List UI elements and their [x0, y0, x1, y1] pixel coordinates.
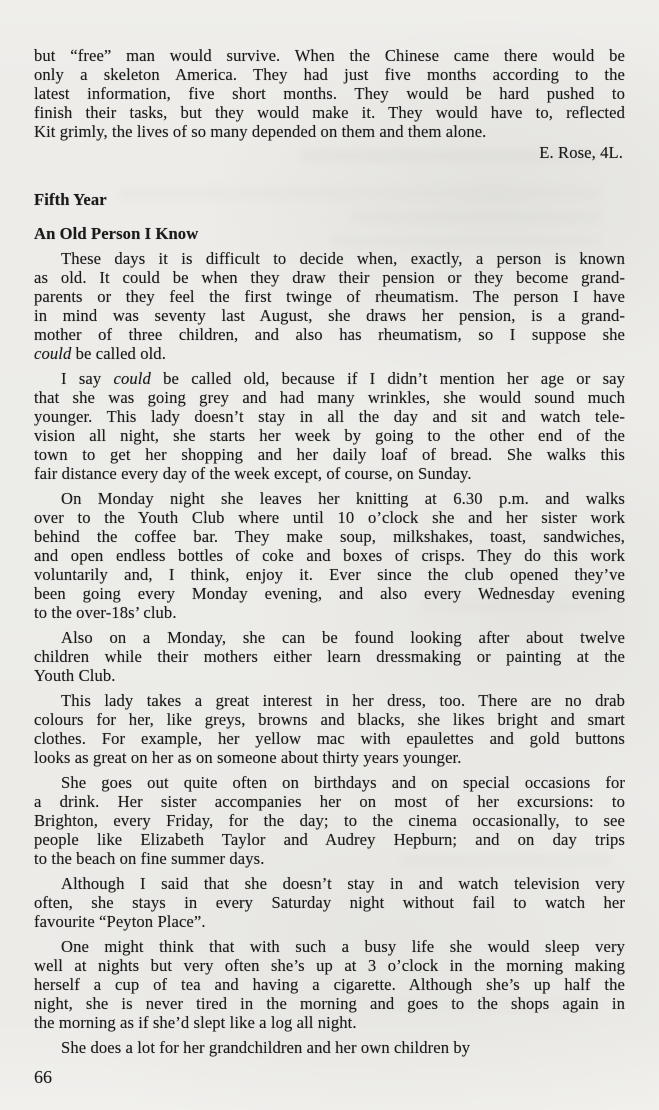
text-line: the morning as if she’d slept like a log all night. — [34, 1013, 357, 1032]
text-line: finish their tasks, but they would make it. They would have to, reflected — [34, 103, 625, 122]
text-line: These days it is difficult to decide when, exactly, a person is known — [61, 249, 625, 268]
paragraph — [34, 691, 625, 767]
paragraph — [34, 369, 625, 483]
text-line: This lady takes a great interest in her dress, too. There are no drab — [61, 691, 625, 710]
text-line: behind the coffee bar. They make soup, milkshakes, toast, sandwiches, — [34, 527, 625, 546]
text-line: to the over-18s’ club. — [34, 603, 177, 622]
essay-title-heading: An Old Person I Know — [34, 224, 199, 243]
text-line: clothes. For example, her yellow mac with epaulettes and gold buttons — [34, 729, 625, 748]
page-number: 66 — [34, 1067, 52, 1087]
text-line: as old. It could be when they draw their pension or they become grand- — [34, 268, 625, 287]
year-section-heading: Fifth Year — [34, 190, 107, 209]
author-attribution: E. Rose, 4L. — [539, 143, 623, 162]
text-line: only a skeleton America. They had just five months according to the — [34, 65, 625, 84]
text-line: younger. This lady doesn’t stay in all the day and sit and watch tele- — [34, 407, 625, 426]
paragraph — [34, 1038, 625, 1057]
text-line: and open endless bottles of coke and boxes of crisps. They do this work — [34, 546, 625, 565]
text-line: latest information, five short months. They would be hard pushed to — [34, 84, 625, 103]
text-line: Youth Club. — [34, 666, 116, 685]
text-line: Kit grimly, the lives of so many depended on them and them alone. — [34, 122, 487, 141]
text-line: a drink. Her sister accompanies her on most of her excursions: to — [34, 792, 625, 811]
paragraph — [34, 937, 625, 1032]
text-line: Brighton, every Friday, for the day; to the cinema occasionally, to see — [34, 811, 625, 830]
paragraph — [34, 249, 625, 363]
text-line: parents or they feel the first twinge of rheumatism. The person I have — [34, 287, 625, 306]
text-line: town to get her shopping and her daily loaf of bread. She walks this — [34, 445, 625, 464]
text-line: favourite “Peyton Place”. — [34, 912, 206, 931]
text-line: mother of three children, and also has rheumatism, so I suppose she — [34, 325, 625, 344]
paragraph — [34, 874, 625, 931]
text-line: One might think that with such a busy life she would sleep very — [61, 937, 625, 956]
text-line: She goes out quite often on birthdays and on special occasions for — [61, 773, 625, 792]
text-line: often, she stays in every Saturday night without fail to watch her — [34, 893, 625, 912]
text-line: that she was going grey and had many wrinkles, she would sound much — [34, 388, 625, 407]
text-line: children while their mothers either learn dressmaking or painting at the — [34, 647, 625, 666]
text-line: Although I said that she doesn’t stay in and watch television very — [61, 874, 625, 893]
paragraph — [34, 628, 625, 685]
text-line: fair distance every day of the week except, of course, on Sunday. — [34, 464, 472, 483]
paragraph — [34, 46, 625, 141]
paragraph — [34, 489, 625, 622]
text-line: to the beach on fine summer days. — [34, 849, 265, 868]
text-line: looks as great on her as on someone about thirty years younger. — [34, 748, 462, 767]
text-line: I say could be called old, because if I didn’t mention her age or say — [61, 369, 625, 388]
italic-emphasis: could — [113, 369, 151, 388]
paragraph — [34, 773, 625, 868]
text-line: well at nights but very often she’s up at 3 o’clock in the morning making — [34, 956, 625, 975]
text-line: vision all night, she starts her week by going to the other end of the — [34, 426, 625, 445]
text-line: been going every Monday evening, and also every Wednesday evening — [34, 584, 625, 603]
text-line: She does a lot for her grandchildren and her own children by — [61, 1038, 471, 1057]
text-line: in mind was seventy last August, she draws her pension, is a grand- — [34, 306, 625, 325]
text-line: herself a cup of tea and having a cigarette. Although she’s up half the — [34, 975, 625, 994]
text-line: but “free” man would survive. When the Chinese came there would be — [34, 46, 625, 65]
text-line: people like Elizabeth Taylor and Audrey Hepburn; and on day trips — [34, 830, 625, 849]
italic-emphasis: could — [34, 344, 72, 363]
text-line: Also on a Monday, she can be found looking after about twelve — [61, 628, 625, 647]
text-line: over to the Youth Club where until 10 o’clock she and her sister work — [34, 508, 625, 527]
text-line: night, she is never tired in the morning and goes to the shops again in — [34, 994, 625, 1013]
text-line: voluntarily and, I think, enjoy it. Ever since the club opened they’ve — [34, 565, 625, 584]
text-line: colours for her, like greys, browns and blacks, she likes bright and smart — [34, 710, 625, 729]
text-line: could be called old. — [34, 344, 166, 363]
text-line: On Monday night she leaves her knitting at 6.30 p.m. and walks — [61, 489, 625, 508]
